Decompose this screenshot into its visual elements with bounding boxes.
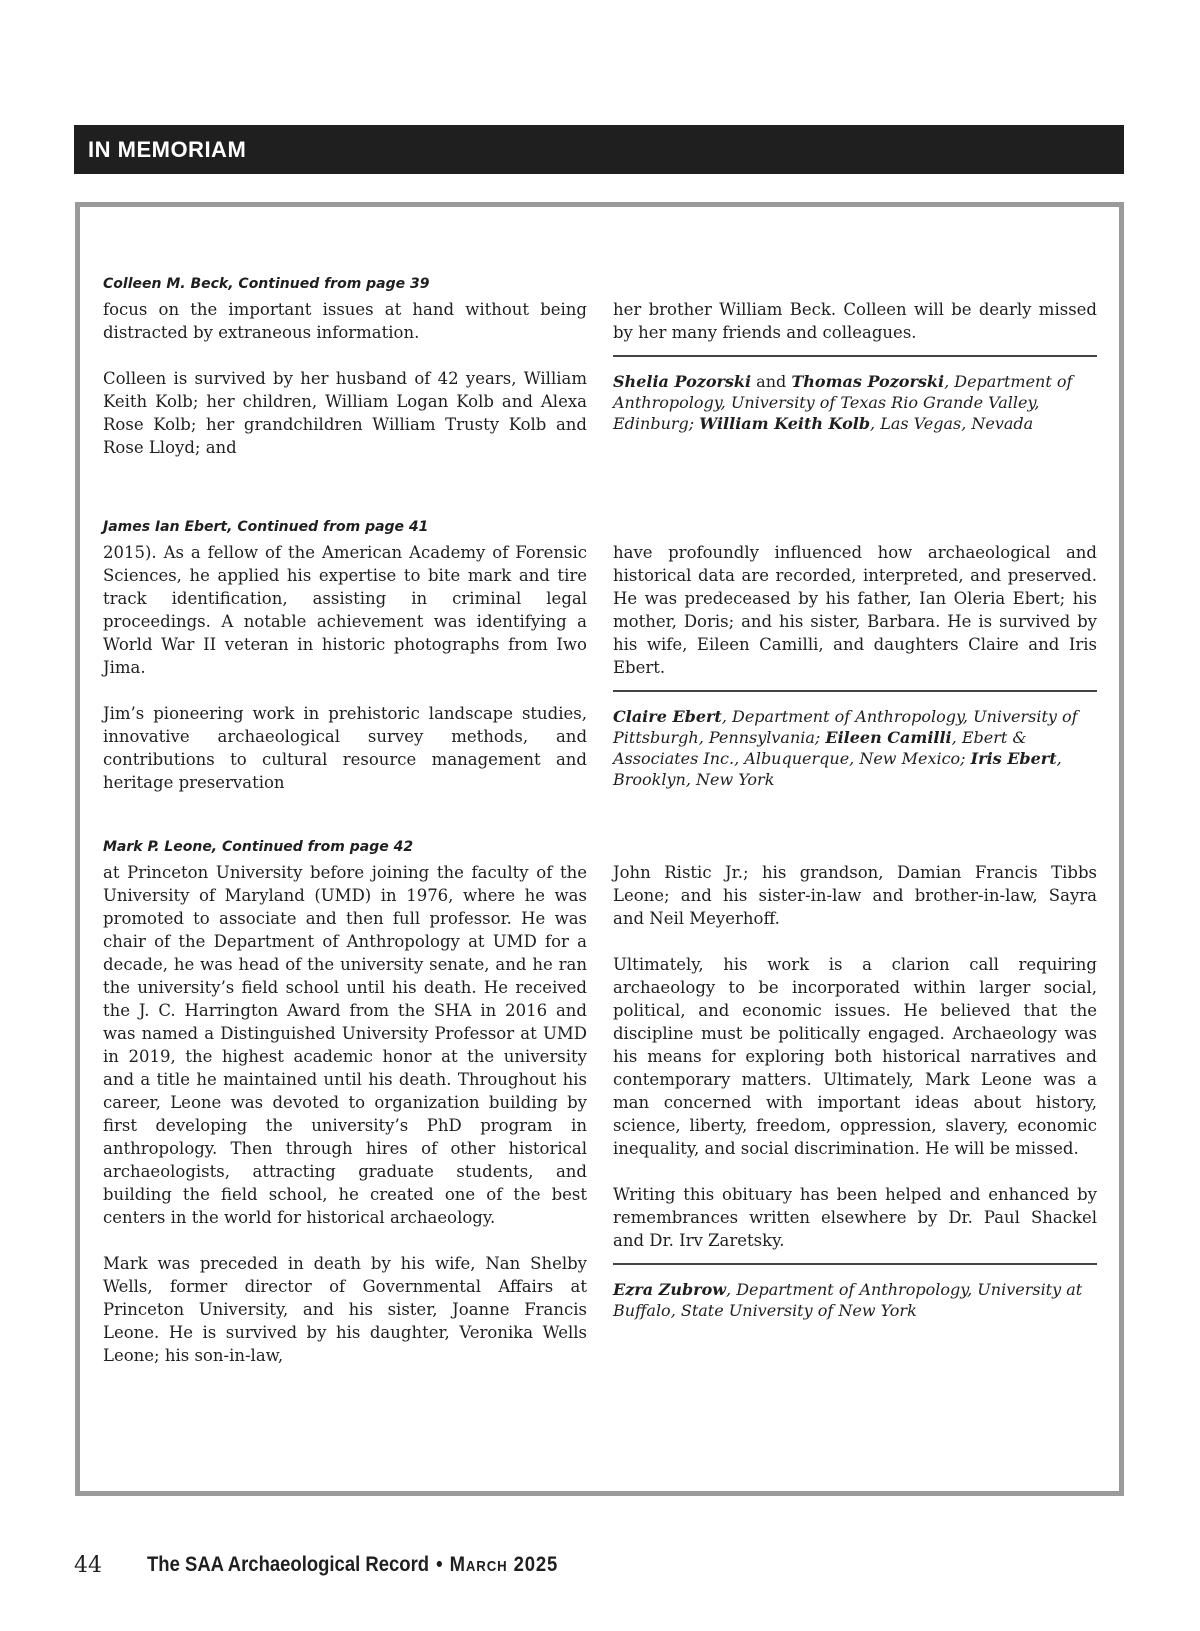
paragraph: John Ristic Jr.; his grandson, Damian Francis Tibbs Leone; and his sister-in-law and brother-in-law, Sayra and Neil Meyerhoff. (613, 863, 1097, 928)
leone-right-column (613, 861, 1097, 1321)
credit-conjunction: and (751, 372, 792, 391)
author-name: Eileen Camilli (825, 728, 952, 747)
author-affiliation: , Department of Anthropology, University of Texas Rio Grande Valley, Edinburg; (613, 372, 1073, 433)
paragraph: Jim’s pioneering work in prehistoric landscape studies, innovative archaeological survey methods, and contributions to cultural resource management and heritage preservation (103, 704, 587, 792)
author-name: Thomas Pozorski (791, 372, 945, 391)
author-name: Ezra Zubrow (613, 1280, 727, 1299)
section-heading-ebert: James Ian Ebert, Continued from page 41 (103, 519, 429, 535)
ebert-left-column (103, 541, 587, 794)
author-name: William Keith Kolb (699, 414, 871, 433)
author-name: Iris Ebert (970, 749, 1057, 768)
author-affiliation: , Ebert & Associates Inc., Albuquerque, New Mexico; (613, 728, 1027, 768)
leone-left-column (103, 861, 587, 1367)
paragraph: Colleen is survived by her husband of 42 years, William Keith Kolb; her children, William Logan Kolb and Alexa Rose Kolb; her grandchildren William Trusty Kolb and Rose Lloyd; and (103, 369, 587, 457)
section-heading-beck: Colleen M. Beck, Continued from page 39 (103, 276, 430, 292)
banner-title: IN MEMORIAM (88, 137, 247, 162)
paragraph: 2015). As a fellow of the American Academy of Forensic Sciences, he applied his expertise to bite mark and tire track identification, assisting in criminal legal proceedings. A notable achievement was identifying a World War II veteran in historic photographs from Iwo Jima. (103, 543, 587, 677)
author-affiliation: , Department of Anthropology, University at Buffalo, State University of New York (613, 1280, 1083, 1320)
page-number: 44 (74, 1553, 102, 1578)
issue-date: March 2025 (449, 1553, 559, 1576)
author-affiliation: , Department of Anthropology, University of Pittsburgh, Pennsylvania; (613, 707, 1078, 747)
paragraph: focus on the important issues at hand without being distracted by extraneous information. (103, 300, 587, 342)
beck-left-column (103, 298, 587, 459)
paragraph: Mark was preceded in death by his wife, Nan Shelby Wells, former director of Governmental Affairs at Princeton University, and his sister, Joanne Francis Leone. He is survived by his daughter, Veronika Wells Leone; his son-in-law, (103, 1254, 587, 1365)
bullet-separator: • (436, 1553, 443, 1576)
beck-right-column (613, 298, 1097, 434)
author-name: Shelia Pozorski (613, 372, 752, 391)
publication-footer (147, 1553, 558, 1577)
paragraph: her brother William Beck. Colleen will be dearly missed by her many friends and colleagues. (613, 300, 1097, 342)
author-affiliation: , Las Vegas, Nevada (870, 414, 1034, 433)
divider (613, 355, 1097, 357)
publication-name: The SAA Archaeological Record (147, 1553, 430, 1576)
ebert-right-column (613, 541, 1097, 790)
paragraph: at Princeton University before joining the faculty of the University of Maryland (UMD) in 1976, where he was promoted to associate and then full professor. He was chair of the Department of Anthropology at UMD for a decade, he was head of the university senate, and he ran the university’s field school until his death. He received the J. C. Harrington Award from the SHA in 2016 and was named a Distinguished University Professor at UMD in 2019, the highest academic honor at the university and a title he maintained until his death. Throughout his career, Leone was devoted to organization building by first developing the university’s PhD program in anthropology. Then through hires of other historical archaeologists, attracting graduate students, and building the field school, he created one of the best centers in the world for historical archaeology. (103, 863, 587, 1227)
section-banner (74, 125, 1124, 174)
author-credits (613, 1279, 1097, 1321)
paragraph: have profoundly influenced how archaeological and historical data are recorded, interpreted, and preserved. He was predeceased by his father, Ian Oleria Ebert; his mother, Doris; and his sister, Barbara. He is survived by his wife, Eileen Camilli, and daughters Claire and Iris Ebert. (613, 543, 1097, 677)
author-credits (613, 706, 1097, 790)
author-name: Claire Ebert (613, 707, 722, 726)
section-heading-leone: Mark P. Leone, Continued from page 42 (103, 839, 414, 855)
divider (613, 1263, 1097, 1265)
paragraph: Writing this obituary has been helped and enhanced by remembrances written elsewhere by Dr. Paul Shackel and Dr. Irv Zaretsky. (613, 1185, 1097, 1250)
author-affiliation: , Brooklyn, New York (613, 749, 1062, 789)
paragraph: Ultimately, his work is a clarion call requiring archaeology to be incorporated within larger social, political, and economic issues. He believed that the discipline must be politically engaged. Archaeology was his means for exploring both historical narratives and contemporary matters. Ultimately, Mark Leone was a man concerned with important ideas about history, science, liberty, freedom, oppression, slavery, economic inequality, and social discrimination. He will be missed. (613, 955, 1097, 1158)
divider (613, 690, 1097, 692)
author-credits (613, 371, 1097, 434)
